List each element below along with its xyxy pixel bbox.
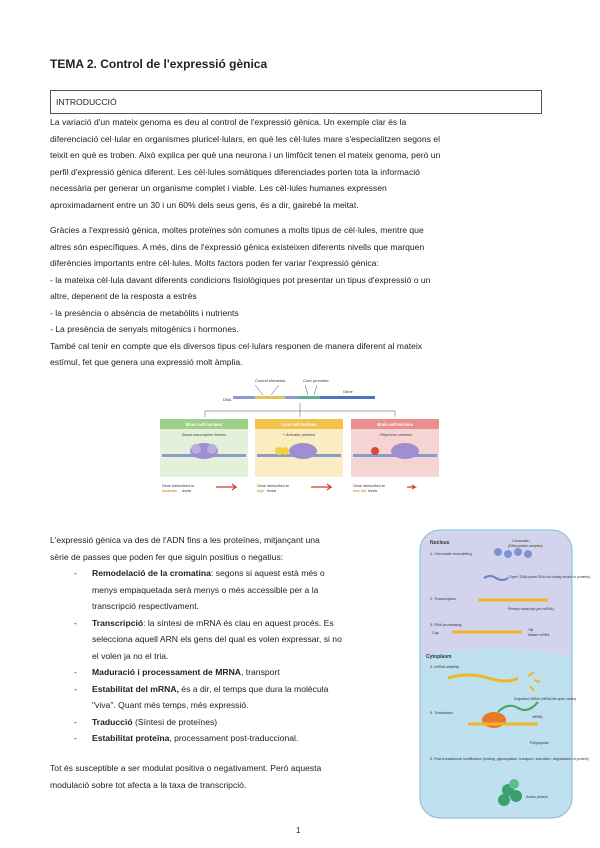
gene-label: Gene bbox=[343, 389, 353, 394]
item-term: Traducció bbox=[92, 716, 133, 727]
active-protein-label: Active protein bbox=[526, 795, 548, 799]
text-line: : segons si aquest està més o bbox=[210, 568, 325, 578]
panel-repressed bbox=[351, 419, 439, 493]
panel-factor: Basal transcription factors bbox=[182, 433, 226, 437]
text-line: Tot és susceptible a ser modulat positiva o negativament. Però aquesta bbox=[50, 763, 322, 773]
page-number: 1 bbox=[296, 826, 301, 835]
step-label: 5. Translation bbox=[430, 711, 453, 715]
text-line: transcripció respectivament. bbox=[92, 601, 199, 611]
item-term: Maduració i processament de MRNA bbox=[92, 667, 241, 677]
step-label: 1. Chromatin remodeling bbox=[430, 552, 472, 556]
list-item: - Remodelació de la cromatina: segons si aquest està més o menys empaquetada serà menys o més accessible per a la transcripció respectivament. bbox=[92, 565, 412, 615]
control-region bbox=[255, 396, 285, 399]
text-line: diferenciació cel·lular en organismes pluricel·lulars, en què les cèl·lules mare s'especialitzen segons el bbox=[50, 133, 440, 144]
text-line: La variació d'un mateix genoma es deu al control de l'expressió gènica. Un exemple clar és la bbox=[50, 117, 407, 127]
panel-factor: + Activator proteins bbox=[282, 433, 316, 437]
step-label: 6. Post-translational modification (folding, glycosylation, transport, activation, degradation of protein) bbox=[430, 757, 589, 761]
panel-level: high bbox=[257, 489, 264, 493]
text-line: selecciona aquell ARN els gens del qual es volen expressar, si no bbox=[92, 634, 342, 644]
tail-label: Tail bbox=[528, 628, 534, 632]
arrow-icon bbox=[407, 485, 415, 489]
text-line: aproximadament entre un 30 i un 60% dels seus gens, és a dir, gairebé la meitat. bbox=[50, 199, 359, 210]
chromatin-sub-label: (DNA-protein complex) bbox=[508, 544, 543, 548]
arrow-icon bbox=[311, 484, 331, 490]
core-promoter-label: Core promoter bbox=[303, 378, 329, 383]
gene-region bbox=[320, 396, 375, 399]
item-term: Transcripció bbox=[92, 617, 144, 628]
primary-transcript-label: Primary transcript (pre-mRNA) bbox=[508, 607, 554, 611]
degraded-label: Degraded mRNA (mRNA life span varies) bbox=[514, 697, 577, 701]
panel-level: moderate bbox=[162, 489, 178, 493]
step-label: 3. RNA processing bbox=[430, 623, 462, 627]
panel-level: very low bbox=[353, 489, 367, 493]
ribosome-icon bbox=[482, 712, 506, 728]
text-line: altre, depenent de la resposta a estrès bbox=[50, 291, 197, 301]
text-line: , transport bbox=[241, 667, 280, 677]
page-title: TEMA 2. Control de l'expressió gènica bbox=[50, 57, 268, 71]
panel-result: Gene transcribed at bbox=[353, 484, 385, 488]
panel-header: Brain cell nucleus bbox=[186, 422, 222, 427]
text-line: - la mateixa cèl·lula davant diferents condicions fisiològiques pot presentar un tipus d'expressió o un bbox=[50, 274, 431, 285]
panel-result: Gene transcribed at bbox=[257, 484, 289, 488]
list-item: - Maduració i processament de MRNA, transport bbox=[74, 667, 280, 677]
dna-label: DNA bbox=[223, 397, 232, 402]
paragraph-intro bbox=[50, 114, 550, 213]
text-line: necessària per generar un organisme complet i viable. Les cèl·lules humanes expressen bbox=[50, 183, 387, 193]
paragraph-steps-intro bbox=[50, 532, 410, 565]
item-term: Estabilitat proteïna bbox=[92, 733, 170, 743]
panel-header: Brain cell nucleus bbox=[377, 422, 413, 427]
text-line: el volen ja no el tria. bbox=[92, 650, 169, 661]
mrna-label: mRNA bbox=[532, 715, 543, 719]
text-line: menys empaquetada serà menys o més accessible per a la bbox=[92, 584, 319, 595]
panel-header: Liver cell nucleus bbox=[281, 422, 317, 427]
text-line: estímul, fet que genera una expressió molt àmplia. bbox=[50, 357, 243, 367]
panel-liver bbox=[255, 419, 343, 493]
regulation-steps-list bbox=[74, 565, 412, 747]
cytoplasm-label: Cytoplasm bbox=[426, 654, 452, 660]
text-line: També cal tenir en compte que els diversos tipus cel·lulars responen de manera diferent al mateix bbox=[50, 340, 423, 351]
branch-lines bbox=[205, 403, 395, 417]
list-item: - Estabilitat del mRNA, és a dir, el temps que dura la molècula "viva". Quant més temps, més expressió. bbox=[92, 681, 412, 714]
text-line: perfil d'expressió gènica diferent. Les cèl·lules somàtiques diferenciades porten tota la informació bbox=[50, 166, 420, 177]
list-item: - Traducció (Síntesi de proteïnes) bbox=[74, 716, 218, 727]
text-line: - La presència de senyals mitogènics i hormones. bbox=[50, 324, 239, 334]
transcription-levels-figure bbox=[155, 375, 445, 503]
panel-level-suffix: levels bbox=[182, 489, 192, 493]
list-item: - Transcripció: la síntesi de mRNA és clau en aquest procés. Es selecciona aquell ARN els gens del qual es volen expressar, si no el volen ja no el tria. bbox=[92, 615, 412, 665]
item-term: Estabilitat del mRNA, bbox=[92, 683, 179, 694]
panel-brain bbox=[160, 419, 248, 493]
pointer-lines bbox=[255, 385, 317, 395]
polypeptide-label: Polypeptide bbox=[530, 741, 549, 745]
text-line: és a dir, el temps que dura la molècula bbox=[178, 683, 329, 694]
text-line: : la síntesi de mRNA és clau en aquest procés. Es bbox=[143, 617, 334, 628]
promoter-region bbox=[300, 396, 320, 399]
panel-level-suffix: levels bbox=[267, 489, 277, 493]
mature-mrna-label: Mature mRNA bbox=[528, 633, 550, 637]
nucleus-label: Nucleus bbox=[430, 540, 450, 546]
step-label: 2. Transcription bbox=[430, 597, 456, 601]
item-term: Remodelació de la cromatina bbox=[92, 568, 211, 578]
text-line: altres són específiques. A més, dins de l'expressió gènica existeixen diferents nivells que marquen bbox=[50, 241, 425, 252]
chromatin-label: Chromatin bbox=[512, 539, 530, 543]
cap-label: Cap bbox=[432, 631, 439, 635]
gene-expression-steps-figure bbox=[418, 528, 591, 820]
text-line: - la presència o absència de metabòlits i nutrients bbox=[50, 307, 239, 318]
panel-factor: - Repressor proteins bbox=[377, 433, 413, 437]
control-elements-label: Control elements bbox=[255, 378, 286, 383]
text-line: teixit en què es troben. Això explica per què una neurona i un limfòcit tenen el mateix genoma, però un bbox=[50, 150, 441, 160]
text-line: , processament post-traduccional. bbox=[169, 733, 299, 743]
section-heading: INTRODUCCIÓ bbox=[50, 90, 542, 114]
text-line: "viva". Quant més temps, més expressió. bbox=[92, 700, 249, 710]
text-line: (Síntesi de proteïnes) bbox=[132, 716, 218, 727]
paragraph-factors bbox=[50, 222, 550, 371]
text-line: sèrie de passes que poden fer que siguin positius o negatius: bbox=[50, 551, 284, 562]
step-label: 4. mRNA stability bbox=[430, 665, 459, 669]
list-item: - Estabilitat proteïna, processament post-traduccional. bbox=[74, 733, 299, 743]
panel-level-suffix: levels bbox=[368, 489, 378, 493]
open-dna-label: "Open" DNA (some DNA not closely bound to proteins) bbox=[508, 575, 591, 579]
text-line: diferències importants entre cèl·lules. Molts factors poden fer variar l'expressió gènica: bbox=[50, 258, 379, 268]
text-line: Gràcies a l'expressió gènica, moltes proteïnes són comunes a molts tipus de cèl·lules, mentre que bbox=[50, 225, 424, 235]
text-line: L'expressió gènica va des de l'ADN fins a les proteïnes, mitjançant una bbox=[50, 535, 320, 545]
text-line: modulació sobre tot afecta a la taxa de transcripció. bbox=[50, 779, 247, 790]
arrow-icon bbox=[216, 484, 236, 490]
panel-result: Gene transcribed at bbox=[162, 484, 194, 488]
paragraph-conclusion bbox=[50, 760, 410, 793]
